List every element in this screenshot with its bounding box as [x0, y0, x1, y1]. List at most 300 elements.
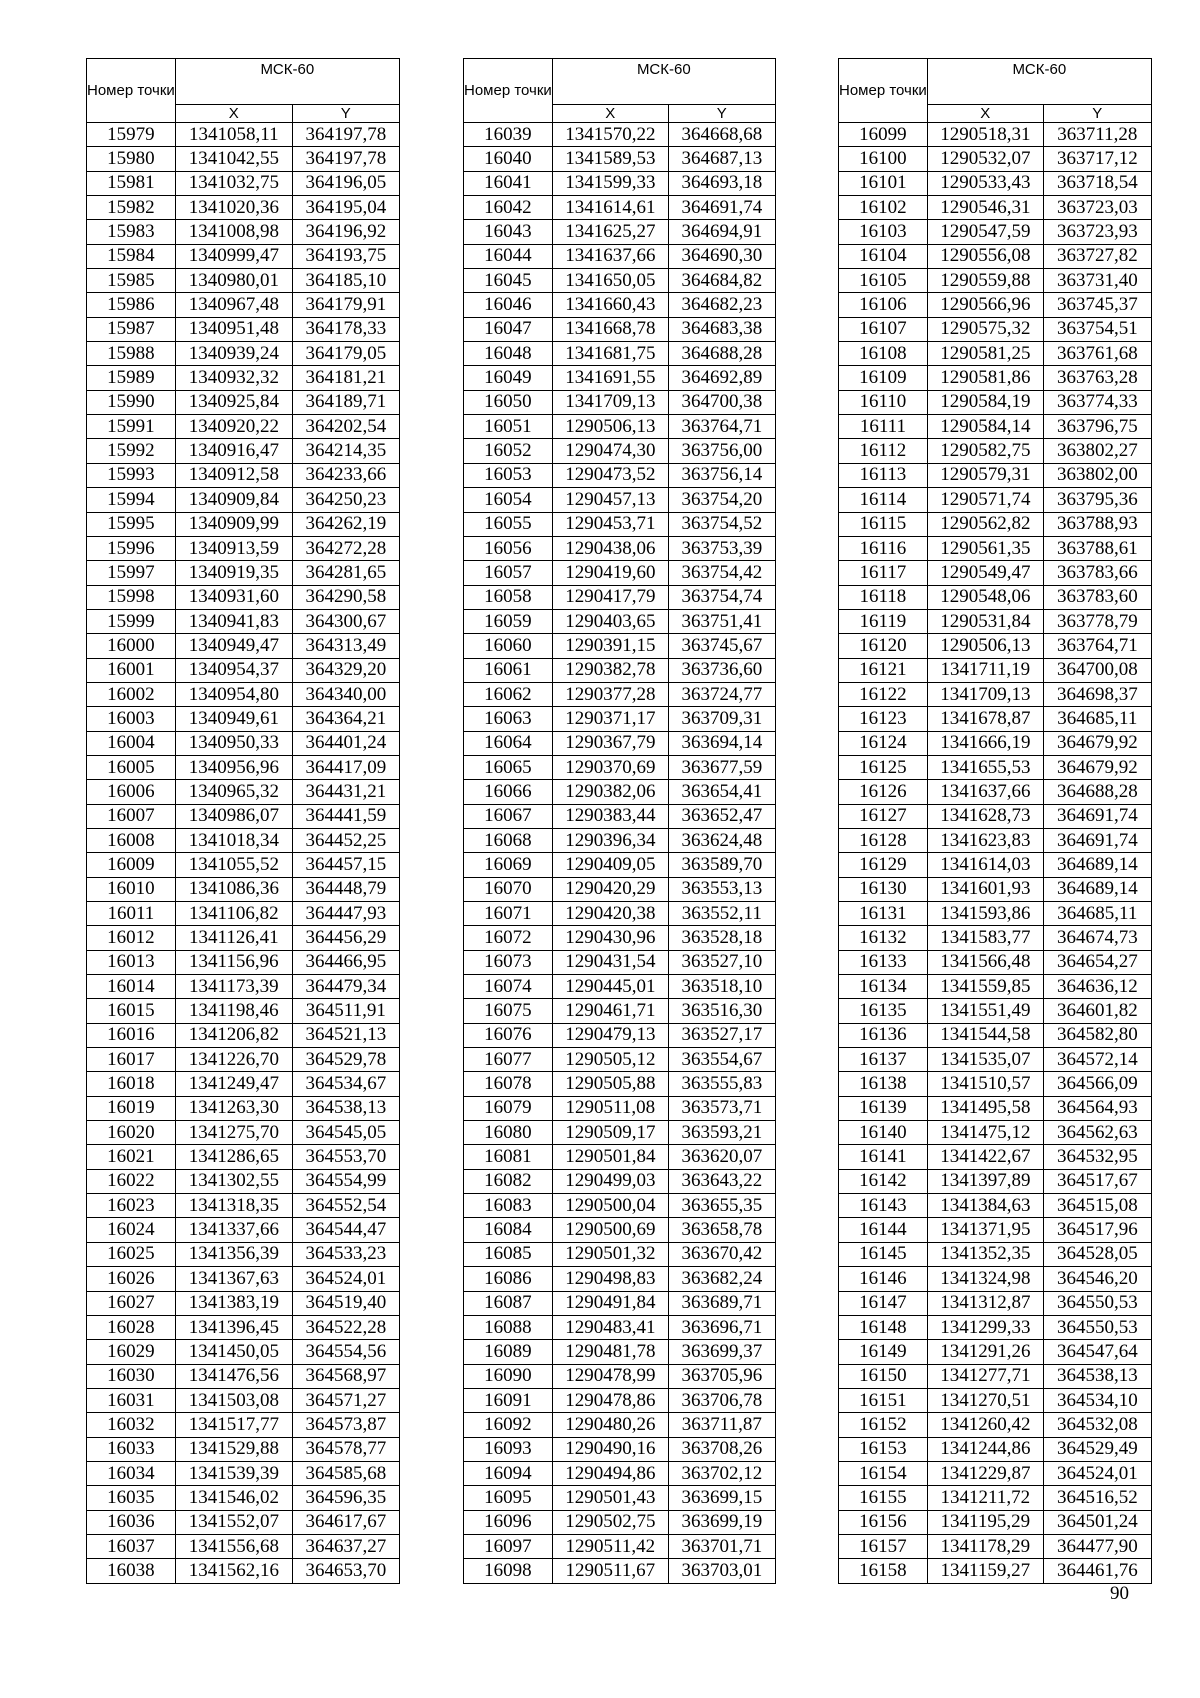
point-number-cell: 16099 [839, 123, 928, 147]
y-coordinate-cell: 363753,39 [668, 536, 775, 560]
table-row [839, 415, 1152, 439]
table-row [464, 999, 776, 1023]
point-number-cell: 16108 [839, 342, 928, 366]
point-number-cell: 16017 [87, 1048, 176, 1072]
x-coordinate-cell: 1290547,59 [927, 220, 1043, 244]
y-coordinate-cell: 364179,91 [292, 293, 399, 317]
table-row [87, 561, 400, 585]
table-row [87, 463, 400, 487]
table-row [464, 415, 776, 439]
table-row [464, 1023, 776, 1047]
table-row [464, 585, 776, 609]
table-row [464, 196, 776, 220]
x-coordinate-cell: 1340954,80 [175, 682, 292, 706]
y-coordinate-cell: 364189,71 [292, 390, 399, 414]
table-row [839, 561, 1152, 585]
point-number-cell: 16155 [839, 1486, 928, 1510]
table-row [87, 658, 400, 682]
y-coordinate-cell: 363754,74 [668, 585, 775, 609]
point-number-cell: 16032 [87, 1413, 176, 1437]
point-number-cell: 16082 [464, 1169, 553, 1193]
y-coordinate-cell: 363555,83 [668, 1072, 775, 1096]
table-row [464, 1388, 776, 1412]
table-row [839, 1072, 1152, 1096]
x-coordinate-cell: 1341503,08 [175, 1388, 292, 1412]
x-coordinate-cell: 1341226,70 [175, 1048, 292, 1072]
x-coordinate-cell: 1290391,15 [552, 634, 668, 658]
y-coordinate-cell: 363736,60 [668, 658, 775, 682]
table-row [464, 512, 776, 536]
point-number-cell: 16060 [464, 634, 553, 658]
y-coordinate-cell: 364181,21 [292, 366, 399, 390]
table-row [87, 1267, 400, 1291]
x-coordinate-cell: 1341318,35 [175, 1194, 292, 1218]
point-number-cell: 16055 [464, 512, 553, 536]
point-number-cell: 16087 [464, 1291, 553, 1315]
table-row [464, 975, 776, 999]
point-number-cell: 16106 [839, 293, 928, 317]
y-coordinate-cell: 364691,74 [1043, 828, 1151, 852]
point-number-cell: 16152 [839, 1413, 928, 1437]
point-number-cell: 16143 [839, 1194, 928, 1218]
x-coordinate-cell: 1290480,26 [552, 1413, 668, 1437]
table-row [87, 1461, 400, 1485]
table-row [464, 658, 776, 682]
point-number-cell: 16095 [464, 1486, 553, 1510]
y-coordinate-cell: 364447,93 [292, 902, 399, 926]
table-row [87, 1340, 400, 1364]
point-number-cell: 15988 [87, 342, 176, 366]
x-coordinate-cell: 1341655,53 [927, 755, 1043, 779]
point-number-cell: 16011 [87, 902, 176, 926]
coordinate-system-header: МСК-60 [927, 59, 1151, 105]
point-number-cell: 16034 [87, 1461, 176, 1485]
x-coordinate-cell: 1341691,55 [552, 366, 668, 390]
y-coordinate-cell: 364457,15 [292, 853, 399, 877]
point-number-cell: 16041 [464, 171, 553, 195]
point-number-cell: 16008 [87, 828, 176, 852]
x-coordinate-cell: 1341055,52 [175, 853, 292, 877]
table-row [839, 1096, 1152, 1120]
table-row [87, 682, 400, 706]
y-coordinate-cell: 364516,52 [1043, 1486, 1151, 1510]
table-row [464, 1559, 776, 1583]
x-coordinate-cell: 1341535,07 [927, 1048, 1043, 1072]
x-coordinate-cell: 1290371,17 [552, 707, 668, 731]
y-coordinate-cell: 363706,78 [668, 1388, 775, 1412]
x-coordinate-cell: 1341291,26 [927, 1340, 1043, 1364]
table-row [464, 1291, 776, 1315]
point-number-cell: 15997 [87, 561, 176, 585]
y-coordinate-cell: 364364,21 [292, 707, 399, 731]
point-number-cell: 16100 [839, 147, 928, 171]
x-coordinate-cell: 1341156,96 [175, 950, 292, 974]
table-row [839, 342, 1152, 366]
table-row [87, 609, 400, 633]
point-number-cell: 16049 [464, 366, 553, 390]
table-row [87, 975, 400, 999]
table-row [464, 488, 776, 512]
point-number-cell: 16079 [464, 1096, 553, 1120]
x-coordinate-cell: 1341058,11 [175, 123, 292, 147]
x-coordinate-cell: 1290499,03 [552, 1169, 668, 1193]
table-row [839, 1315, 1152, 1339]
x-coordinate-cell: 1290533,43 [927, 171, 1043, 195]
y-coordinate-cell: 364522,28 [292, 1315, 399, 1339]
point-number-cell: 16118 [839, 585, 928, 609]
table-row [87, 999, 400, 1023]
point-number-cell: 16057 [464, 561, 553, 585]
x-coordinate-cell: 1341159,27 [927, 1559, 1043, 1583]
y-coordinate-cell: 364685,11 [1043, 902, 1151, 926]
table-row [464, 682, 776, 706]
y-coordinate-cell: 364636,12 [1043, 975, 1151, 999]
y-coordinate-cell: 364262,19 [292, 512, 399, 536]
x-coordinate-cell: 1341678,87 [927, 707, 1043, 731]
point-number-cell: 16097 [464, 1534, 553, 1558]
point-number-cell: 16058 [464, 585, 553, 609]
y-coordinate-cell: 363783,66 [1043, 561, 1151, 585]
point-number-cell: 16088 [464, 1315, 553, 1339]
table-row [464, 1413, 776, 1437]
x-coordinate-cell: 1290453,71 [552, 512, 668, 536]
x-coordinate-cell: 1290403,65 [552, 609, 668, 633]
point-number-cell: 16069 [464, 853, 553, 877]
table-row [464, 220, 776, 244]
y-coordinate-cell: 364698,37 [1043, 682, 1151, 706]
table-row [464, 1169, 776, 1193]
point-number-cell: 16083 [464, 1194, 553, 1218]
x-coordinate-cell: 1341198,46 [175, 999, 292, 1023]
x-coordinate-cell: 1341042,55 [175, 147, 292, 171]
x-coordinate-cell: 1290575,32 [927, 317, 1043, 341]
y-coordinate-cell: 364679,92 [1043, 731, 1151, 755]
y-coordinate-cell: 364178,33 [292, 317, 399, 341]
table-row [87, 1169, 400, 1193]
y-coordinate-cell: 364637,27 [292, 1534, 399, 1558]
table-row [839, 488, 1152, 512]
point-number-cell: 16077 [464, 1048, 553, 1072]
point-number-cell: 16038 [87, 1559, 176, 1583]
x-coordinate-cell: 1290430,96 [552, 926, 668, 950]
point-number-cell: 16070 [464, 877, 553, 901]
point-number-cell: 16037 [87, 1534, 176, 1558]
table-row [87, 536, 400, 560]
table-row [87, 1218, 400, 1242]
table-row [464, 1437, 776, 1461]
x-coordinate-cell: 1341601,93 [927, 877, 1043, 901]
y-column-header: Y [292, 105, 399, 123]
x-coordinate-cell: 1341475,12 [927, 1121, 1043, 1145]
y-coordinate-cell: 363624,48 [668, 828, 775, 852]
x-coordinate-cell: 1340919,35 [175, 561, 292, 585]
y-coordinate-cell: 364691,74 [668, 196, 775, 220]
point-number-cell: 15992 [87, 439, 176, 463]
x-coordinate-cell: 1290498,83 [552, 1267, 668, 1291]
y-coordinate-cell: 363643,22 [668, 1169, 775, 1193]
table-row [839, 1218, 1152, 1242]
y-coordinate-cell: 363774,33 [1043, 390, 1151, 414]
table-row [464, 536, 776, 560]
point-number-cell: 16096 [464, 1510, 553, 1534]
point-number-cell: 16006 [87, 780, 176, 804]
y-coordinate-cell: 364684,82 [668, 269, 775, 293]
x-coordinate-cell: 1290491,84 [552, 1291, 668, 1315]
y-coordinate-cell: 364456,29 [292, 926, 399, 950]
table-row [839, 220, 1152, 244]
table-row [464, 1242, 776, 1266]
point-number-cell: 16023 [87, 1194, 176, 1218]
point-number-cell: 16151 [839, 1388, 928, 1412]
table-row [839, 999, 1152, 1023]
x-coordinate-cell: 1341286,65 [175, 1145, 292, 1169]
point-number-cell: 16031 [87, 1388, 176, 1412]
x-coordinate-cell: 1290367,79 [552, 731, 668, 755]
y-coordinate-cell: 364202,54 [292, 415, 399, 439]
table-row [839, 828, 1152, 852]
table-row [464, 1534, 776, 1558]
table-row [87, 269, 400, 293]
x-coordinate-cell: 1340967,48 [175, 293, 292, 317]
y-coordinate-cell: 364524,01 [1043, 1461, 1151, 1485]
y-coordinate-cell: 364515,08 [1043, 1194, 1151, 1218]
coordinates-table-1 [86, 58, 400, 1584]
y-coordinate-cell: 364544,47 [292, 1218, 399, 1242]
point-number-cell: 15993 [87, 463, 176, 487]
table-row [87, 390, 400, 414]
y-coordinate-cell: 364179,05 [292, 342, 399, 366]
y-coordinate-cell: 363682,24 [668, 1267, 775, 1291]
x-coordinate-cell: 1341570,22 [552, 123, 668, 147]
y-coordinate-cell: 364578,77 [292, 1437, 399, 1461]
y-coordinate-cell: 364689,14 [1043, 853, 1151, 877]
table-row [839, 171, 1152, 195]
point-number-cell: 16138 [839, 1072, 928, 1096]
table-row [839, 1559, 1152, 1583]
x-coordinate-cell: 1341539,39 [175, 1461, 292, 1485]
point-number-cell: 16089 [464, 1340, 553, 1364]
table-row [839, 1194, 1152, 1218]
x-coordinate-cell: 1290483,41 [552, 1315, 668, 1339]
y-coordinate-cell: 363705,96 [668, 1364, 775, 1388]
x-coordinate-cell: 1290546,31 [927, 196, 1043, 220]
point-number-cell: 16046 [464, 293, 553, 317]
y-coordinate-cell: 363589,70 [668, 853, 775, 877]
point-number-cell: 16144 [839, 1218, 928, 1242]
table-row [464, 269, 776, 293]
y-coordinate-cell: 364571,27 [292, 1388, 399, 1412]
table-row [87, 828, 400, 852]
y-coordinate-cell: 364196,05 [292, 171, 399, 195]
point-number-cell: 16020 [87, 1121, 176, 1145]
y-coordinate-cell: 363670,42 [668, 1242, 775, 1266]
table-row [464, 877, 776, 901]
y-coordinate-cell: 363717,12 [1043, 147, 1151, 171]
y-coordinate-cell: 364300,67 [292, 609, 399, 633]
point-number-cell: 16080 [464, 1121, 553, 1145]
point-number-cell: 16074 [464, 975, 553, 999]
point-number-cell: 16156 [839, 1510, 928, 1534]
y-coordinate-cell: 364566,09 [1043, 1072, 1151, 1096]
point-number-cell: 16122 [839, 682, 928, 706]
x-coordinate-cell: 1290511,42 [552, 1534, 668, 1558]
y-coordinate-cell: 364679,92 [1043, 755, 1151, 779]
y-coordinate-cell: 364653,70 [292, 1559, 399, 1583]
point-number-cell: 16121 [839, 658, 928, 682]
table-row [87, 1023, 400, 1047]
y-coordinate-cell: 364690,30 [668, 244, 775, 268]
table-row [87, 1486, 400, 1510]
table-row [87, 1510, 400, 1534]
point-number-cell: 16133 [839, 950, 928, 974]
y-coordinate-cell: 364596,35 [292, 1486, 399, 1510]
table-row [87, 585, 400, 609]
coordinates-table-2 [463, 58, 776, 1584]
y-coordinate-cell: 364524,01 [292, 1267, 399, 1291]
point-number-cell: 16153 [839, 1437, 928, 1461]
x-coordinate-cell: 1290419,60 [552, 561, 668, 585]
y-coordinate-cell: 364700,08 [1043, 658, 1151, 682]
y-coordinate-cell: 364441,59 [292, 804, 399, 828]
point-number-header: Номер точки [464, 59, 553, 123]
y-coordinate-cell: 363694,14 [668, 731, 775, 755]
table-row [464, 244, 776, 268]
y-coordinate-cell: 364519,40 [292, 1291, 399, 1315]
y-coordinate-cell: 364532,08 [1043, 1413, 1151, 1437]
x-coordinate-cell: 1340954,37 [175, 658, 292, 682]
table-row [839, 1023, 1152, 1047]
x-coordinate-cell: 1341018,34 [175, 828, 292, 852]
x-coordinate-cell: 1341546,02 [175, 1486, 292, 1510]
point-number-cell: 16107 [839, 317, 928, 341]
point-number-cell: 15987 [87, 317, 176, 341]
x-coordinate-cell: 1290556,08 [927, 244, 1043, 268]
x-coordinate-cell: 1290478,99 [552, 1364, 668, 1388]
x-coordinate-cell: 1290500,04 [552, 1194, 668, 1218]
table-row [464, 1486, 776, 1510]
y-coordinate-cell: 364554,99 [292, 1169, 399, 1193]
y-coordinate-cell: 363763,28 [1043, 366, 1151, 390]
x-coordinate-cell: 1290581,25 [927, 342, 1043, 366]
y-coordinate-cell: 364564,93 [1043, 1096, 1151, 1120]
y-coordinate-cell: 363754,52 [668, 512, 775, 536]
table-row [839, 1145, 1152, 1169]
point-number-cell: 16072 [464, 926, 553, 950]
table-row [464, 731, 776, 755]
x-coordinate-cell: 1341126,41 [175, 926, 292, 950]
table-row [464, 366, 776, 390]
y-coordinate-cell: 364193,75 [292, 244, 399, 268]
y-coordinate-cell: 364197,78 [292, 123, 399, 147]
x-coordinate-cell: 1290478,86 [552, 1388, 668, 1412]
point-number-cell: 16078 [464, 1072, 553, 1096]
y-coordinate-cell: 364197,78 [292, 147, 399, 171]
point-number-cell: 15990 [87, 390, 176, 414]
point-number-cell: 15979 [87, 123, 176, 147]
point-number-cell: 16027 [87, 1291, 176, 1315]
point-number-cell: 16051 [464, 415, 553, 439]
point-number-cell: 16101 [839, 171, 928, 195]
x-coordinate-cell: 1341583,77 [927, 926, 1043, 950]
x-coordinate-cell: 1290377,28 [552, 682, 668, 706]
table-row [87, 1364, 400, 1388]
point-number-cell: 15984 [87, 244, 176, 268]
x-coordinate-cell: 1341211,72 [927, 1486, 1043, 1510]
table-row [87, 1437, 400, 1461]
point-number-cell: 16061 [464, 658, 553, 682]
table-row [464, 780, 776, 804]
x-coordinate-cell: 1341371,95 [927, 1218, 1043, 1242]
x-coordinate-cell: 1341173,39 [175, 975, 292, 999]
point-number-cell: 16015 [87, 999, 176, 1023]
point-number-cell: 16098 [464, 1559, 553, 1583]
x-coordinate-cell: 1290584,14 [927, 415, 1043, 439]
point-number-cell: 16111 [839, 415, 928, 439]
x-coordinate-cell: 1290549,47 [927, 561, 1043, 585]
table-row [464, 1340, 776, 1364]
x-coordinate-cell: 1290548,06 [927, 585, 1043, 609]
x-coordinate-cell: 1290409,05 [552, 853, 668, 877]
point-number-cell: 16109 [839, 366, 928, 390]
point-number-cell: 16073 [464, 950, 553, 974]
x-coordinate-cell: 1290490,16 [552, 1437, 668, 1461]
y-coordinate-cell: 363696,71 [668, 1315, 775, 1339]
x-coordinate-cell: 1290457,13 [552, 488, 668, 512]
y-coordinate-cell: 363731,40 [1043, 269, 1151, 293]
table-row [464, 804, 776, 828]
y-coordinate-cell: 364233,66 [292, 463, 399, 487]
point-number-cell: 15999 [87, 609, 176, 633]
table-row [839, 463, 1152, 487]
x-coordinate-cell: 1290501,32 [552, 1242, 668, 1266]
x-coordinate-cell: 1341383,19 [175, 1291, 292, 1315]
y-coordinate-cell: 363699,19 [668, 1510, 775, 1534]
table-row [839, 1169, 1152, 1193]
y-coordinate-cell: 363723,03 [1043, 196, 1151, 220]
point-number-cell: 16002 [87, 682, 176, 706]
y-coordinate-cell: 364452,25 [292, 828, 399, 852]
point-number-cell: 16050 [464, 390, 553, 414]
x-coordinate-cell: 1340980,01 [175, 269, 292, 293]
point-number-cell: 16068 [464, 828, 553, 852]
table-row [464, 317, 776, 341]
x-coordinate-cell: 1290571,74 [927, 488, 1043, 512]
x-coordinate-cell: 1290501,43 [552, 1486, 668, 1510]
x-coordinate-cell: 1341529,88 [175, 1437, 292, 1461]
table-row [87, 707, 400, 731]
point-number-cell: 16056 [464, 536, 553, 560]
x-coordinate-cell: 1340999,47 [175, 244, 292, 268]
x-coordinate-cell: 1290579,31 [927, 463, 1043, 487]
x-coordinate-cell: 1341709,13 [927, 682, 1043, 706]
x-coordinate-cell: 1290479,13 [552, 1023, 668, 1047]
point-number-cell: 16047 [464, 317, 553, 341]
table-row [464, 293, 776, 317]
point-number-cell: 16146 [839, 1267, 928, 1291]
y-coordinate-cell: 364517,96 [1043, 1218, 1151, 1242]
table-row [87, 755, 400, 779]
table-row [87, 366, 400, 390]
page-number: 90 [1110, 1583, 1129, 1604]
point-number-cell: 16009 [87, 853, 176, 877]
point-number-cell: 16081 [464, 1145, 553, 1169]
point-number-cell: 16145 [839, 1242, 928, 1266]
point-number-cell: 16136 [839, 1023, 928, 1047]
y-coordinate-cell: 363727,82 [1043, 244, 1151, 268]
point-number-cell: 16018 [87, 1072, 176, 1096]
table-row [839, 1267, 1152, 1291]
table-row [87, 902, 400, 926]
